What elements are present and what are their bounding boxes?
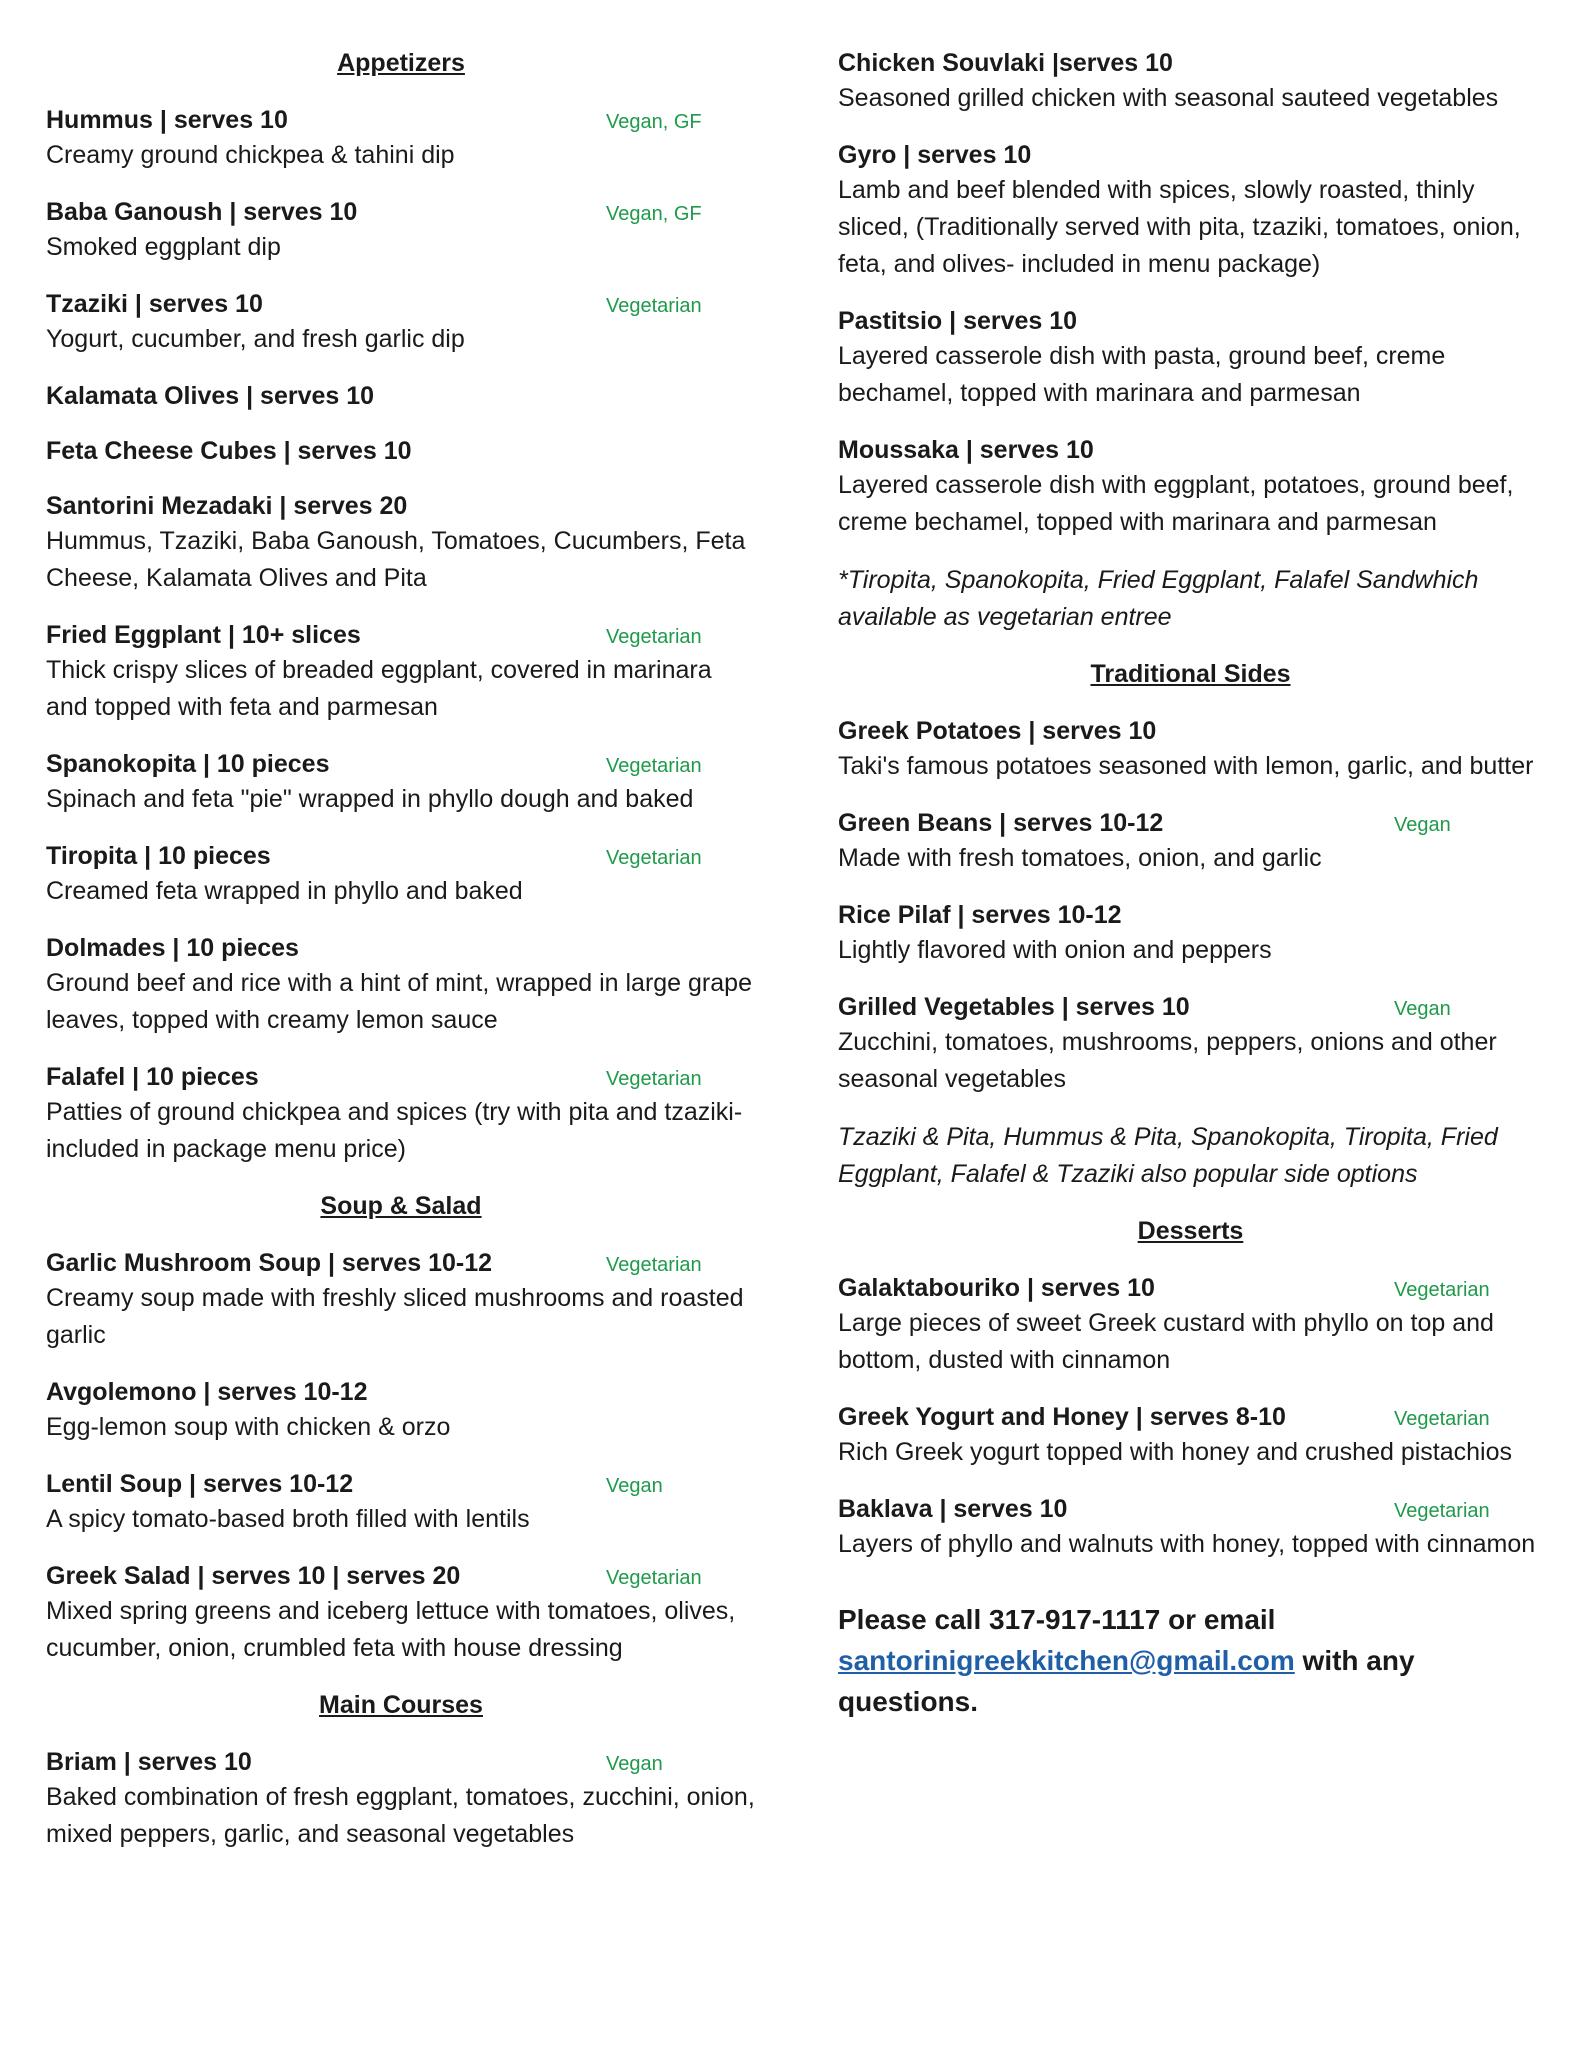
- menu-item-header: [46, 839, 756, 873]
- menu-item: [838, 714, 1543, 785]
- menu-item: [838, 1492, 1543, 1563]
- right-column: [838, 46, 1543, 1722]
- menu-item-header: [46, 1467, 756, 1501]
- desserts-list: [838, 1271, 1543, 1563]
- menu-item-header: [46, 1745, 756, 1779]
- menu-item-description: Mixed spring greens and iceberg lettuce with tomatoes, olives, cucumber, onion, crumbled feta with house dressing: [46, 1597, 736, 1662]
- appetizers-list: [46, 103, 756, 1168]
- menu-item-header: [838, 46, 1543, 80]
- menu-item-description: Taki's famous potatoes seasoned with lemon, garlic, and butter: [838, 752, 1534, 780]
- menu-item: [46, 747, 756, 818]
- menu-item-name: Gyro | serves 10: [838, 141, 1032, 169]
- menu-item-description: Thick crispy slices of breaded eggplant, covered in marinara and topped with feta and parmesan: [46, 656, 712, 721]
- menu-item: [838, 46, 1543, 117]
- menu-item-description: Lightly flavored with onion and peppers: [838, 936, 1272, 964]
- dietary-tag: Vegan: [1394, 814, 1451, 836]
- section-title-main-courses: Main Courses: [319, 1691, 483, 1719]
- dietary-tag: Vegan, GF: [606, 203, 702, 225]
- menu-item-description: Patties of ground chickpea and spices (try with pita and tzaziki- included in package menu price): [46, 1098, 743, 1163]
- side-options-note: Tzaziki & Pita, Hummus & Pita, Spanokopita, Tiropita, Fried Eggplant, Falafel & Tzaziki also popular side options: [838, 1123, 1498, 1188]
- section-title-sides: Traditional Sides: [1090, 660, 1291, 688]
- menu-item-name: Falafel | 10 pieces: [46, 1063, 259, 1091]
- menu-item: [46, 489, 756, 597]
- menu-item-header: [838, 433, 1543, 467]
- menu-item: [838, 990, 1543, 1098]
- menu-item-description: Baked combination of fresh eggplant, tomatoes, zucchini, onion, mixed peppers, garlic, and seasonal vegetables: [46, 1783, 755, 1848]
- menu-item-name: Santorini Mezadaki | serves 20: [46, 492, 408, 520]
- menu-item-name: Rice Pilaf | serves 10-12: [838, 901, 1122, 929]
- menu-item: [46, 1745, 756, 1853]
- dietary-tag: Vegan, GF: [606, 111, 702, 133]
- dietary-tag: Vegetarian: [606, 1068, 702, 1090]
- menu-item-header: [838, 304, 1543, 338]
- menu-item-description: Yogurt, cucumber, and fresh garlic dip: [46, 325, 465, 353]
- menu-item-name: Moussaka | serves 10: [838, 436, 1094, 464]
- menu-item-name: Briam | serves 10: [46, 1748, 252, 1776]
- menu-item: [838, 806, 1543, 877]
- contact-info: [838, 1599, 1543, 1722]
- main-courses-continued-list: [838, 46, 1543, 541]
- dietary-tag: Vegetarian: [606, 847, 702, 869]
- menu-item-name: Greek Yogurt and Honey | serves 8-10: [838, 1403, 1286, 1431]
- menu-item-name: Garlic Mushroom Soup | serves 10-12: [46, 1249, 493, 1277]
- menu-item-header: [46, 1246, 756, 1280]
- menu-item-name: Green Beans | serves 10-12: [838, 809, 1164, 837]
- menu-item-description: Large pieces of sweet Greek custard with phyllo on top and bottom, dusted with cinnamon: [838, 1309, 1494, 1374]
- menu-item: [838, 898, 1543, 969]
- menu-item-header: [46, 618, 756, 652]
- dietary-tag: Vegetarian: [606, 295, 702, 317]
- dietary-tag: Vegetarian: [606, 1567, 702, 1589]
- menu-item: [46, 379, 756, 413]
- menu-item-name: Feta Cheese Cubes | serves 10: [46, 437, 412, 465]
- menu-item-header: [46, 287, 756, 321]
- menu-item-name: Pastitsio | serves 10: [838, 307, 1078, 335]
- desserts-section: [838, 1214, 1543, 1563]
- menu-item: [46, 434, 756, 468]
- menu-item: [46, 1467, 756, 1538]
- menu-item-header: [838, 714, 1543, 748]
- menu-item: [46, 195, 756, 266]
- main-courses-continued-section: [838, 46, 1543, 636]
- menu-item-description: Smoked eggplant dip: [46, 233, 281, 261]
- menu-item-description: Zucchini, tomatoes, mushrooms, peppers, onions and other seasonal vegetables: [838, 1028, 1497, 1093]
- menu-item: [46, 103, 756, 174]
- menu-item-header: [838, 1271, 1543, 1305]
- dietary-tag: Vegetarian: [1394, 1500, 1490, 1522]
- menu-item: [46, 618, 756, 726]
- menu-item: [838, 1271, 1543, 1379]
- menu-item-header: [46, 195, 756, 229]
- menu-item-description: Rich Greek yogurt topped with honey and crushed pistachios: [838, 1438, 1512, 1466]
- dietary-tag: Vegetarian: [606, 1254, 702, 1276]
- menu-item: [46, 1246, 756, 1354]
- menu-item: [46, 1060, 756, 1168]
- soup-salad-list: [46, 1246, 756, 1667]
- menu-item-description: Hummus, Tzaziki, Baba Ganoush, Tomatoes, Cucumbers, Feta Cheese, Kalamata Olives and Pita: [46, 527, 746, 592]
- menu-item-header: [46, 1060, 756, 1094]
- section-title-soup-salad: Soup & Salad: [320, 1192, 482, 1220]
- menu-item-header: [838, 898, 1543, 932]
- dietary-tag: Vegan: [606, 1475, 663, 1497]
- menu-item-header: [46, 434, 756, 468]
- left-column: [46, 46, 756, 1874]
- main-courses-list: [46, 1745, 756, 1853]
- menu-item: [46, 839, 756, 910]
- menu-item-name: Tiropita | 10 pieces: [46, 842, 271, 870]
- menu-item-name: Lentil Soup | serves 10-12: [46, 1470, 354, 1498]
- main-courses-section: [46, 1688, 756, 1853]
- menu-item-header: [838, 990, 1543, 1024]
- vegetarian-entree-note: *Tiropita, Spanokopita, Fried Eggplant, Falafel Sandwhich available as vegetarian entree: [838, 566, 1479, 631]
- menu-item: [46, 287, 756, 358]
- contact-suffix: with any questions.: [838, 1645, 1415, 1717]
- menu-item-header: [46, 379, 756, 413]
- menu-item-header: [46, 103, 756, 137]
- menu-item-description: Layered casserole dish with pasta, ground beef, creme bechamel, topped with marinara and parmesan: [838, 342, 1446, 407]
- menu-item-name: Chicken Souvlaki |serves 10: [838, 49, 1173, 77]
- dietary-tag: Vegan: [606, 1753, 663, 1775]
- sides-section: [838, 657, 1543, 1193]
- dietary-tag: Vegetarian: [1394, 1408, 1490, 1430]
- dietary-tag: Vegetarian: [1394, 1279, 1490, 1301]
- menu-item-name: Greek Potatoes | serves 10: [838, 717, 1157, 745]
- menu-item-name: Kalamata Olives | serves 10: [46, 382, 375, 410]
- menu-item: [46, 1559, 756, 1667]
- menu-item-name: Baklava | serves 10: [838, 1495, 1068, 1523]
- menu-item-description: Creamy soup made with freshly sliced mushrooms and roasted garlic: [46, 1284, 744, 1349]
- menu-item-description: Creamy ground chickpea & tahini dip: [46, 141, 455, 169]
- menu-item-name: Tzaziki | serves 10: [46, 290, 263, 318]
- menu-item-name: Avgolemono | serves 10-12: [46, 1378, 368, 1406]
- menu-item-name: Spanokopita | 10 pieces: [46, 750, 330, 778]
- menu-item-header: [46, 1375, 756, 1409]
- email-link[interactable]: santorinigreekkitchen@gmail.com: [838, 1645, 1295, 1676]
- menu-item-header: [838, 806, 1543, 840]
- section-title-desserts: Desserts: [1137, 1217, 1244, 1245]
- menu-item-header: [838, 1492, 1543, 1526]
- menu-item-header: [46, 931, 756, 965]
- menu-item-description: Made with fresh tomatoes, onion, and garlic: [838, 844, 1322, 872]
- menu-item-header: [46, 1559, 756, 1593]
- appetizers-section: [46, 46, 756, 1168]
- dietary-tag: Vegetarian: [606, 755, 702, 777]
- menu-item-name: Hummus | serves 10: [46, 106, 288, 134]
- menu-item-name: Greek Salad | serves 10 | serves 20: [46, 1562, 461, 1590]
- menu-item: [46, 931, 756, 1039]
- menu-item: [838, 1400, 1543, 1471]
- menu-item-header: [46, 489, 756, 523]
- menu-item-name: Galaktabouriko | serves 10: [838, 1274, 1155, 1302]
- menu-item-name: Dolmades | 10 pieces: [46, 934, 299, 962]
- menu-item-description: Egg-lemon soup with chicken & orzo: [46, 1413, 451, 1441]
- menu-item-description: Ground beef and rice with a hint of mint, wrapped in large grape leaves, topped with creamy lemon sauce: [46, 969, 752, 1034]
- menu-item-header: [46, 747, 756, 781]
- menu-item-header: [838, 1400, 1543, 1434]
- menu-item-description: Creamed feta wrapped in phyllo and baked: [46, 877, 523, 905]
- menu-item-description: Seasoned grilled chicken with seasonal sauteed vegetables: [838, 84, 1499, 112]
- menu-item-description: A spicy tomato-based broth filled with lentils: [46, 1505, 530, 1533]
- menu-item-description: Layered casserole dish with eggplant, potatoes, ground beef, creme bechamel, topped with marinara and parmesan: [838, 471, 1514, 536]
- menu-item-description: Layers of phyllo and walnuts with honey, topped with cinnamon: [838, 1530, 1536, 1558]
- menu-item: [838, 304, 1543, 412]
- sides-list: [838, 714, 1543, 1098]
- menu-item-name: Fried Eggplant | 10+ slices: [46, 621, 361, 649]
- menu-item-description: Spinach and feta "pie" wrapped in phyllo dough and baked: [46, 785, 694, 813]
- dietary-tag: Vegan: [1394, 998, 1451, 1020]
- section-title-appetizers: Appetizers: [337, 49, 465, 77]
- contact-prefix: Please call 317-917-1117 or email: [838, 1604, 1276, 1635]
- menu-item-description: Lamb and beef blended with spices, slowly roasted, thinly sliced, (Traditionally served with pita, tzaziki, tomatoes, onion, feta, and olives- included in menu package): [838, 176, 1521, 278]
- soup-salad-section: [46, 1189, 756, 1667]
- menu-item-name: Grilled Vegetables | serves 10: [838, 993, 1190, 1021]
- menu-item: [838, 433, 1543, 541]
- dietary-tag: Vegetarian: [606, 626, 702, 648]
- menu-item: [838, 138, 1543, 283]
- menu-item-header: [838, 138, 1543, 172]
- menu-item-name: Baba Ganoush | serves 10: [46, 198, 358, 226]
- menu-item: [46, 1375, 756, 1446]
